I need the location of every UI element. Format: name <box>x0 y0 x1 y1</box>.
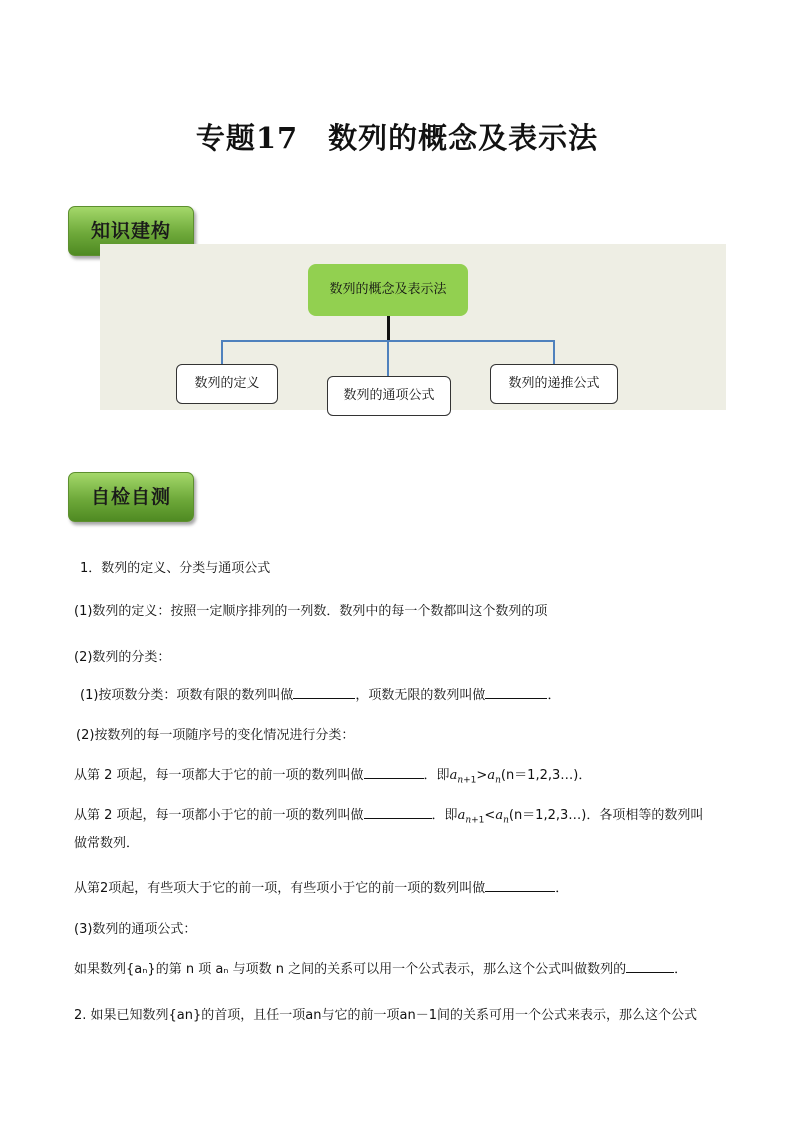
paragraph-recursive: 2. 如果已知数列{an}的首项，且任一项an与它的前一项an－1间的关系可用一个公式来表示，那么这个公式 <box>74 1008 697 1023</box>
blank-increasing[interactable] <box>364 766 424 779</box>
mindmap-connector <box>387 340 389 376</box>
paragraph-oscillating: 从第2项起，有些项大于它的前一项，有些项小于它的前一项的数列叫做 ． <box>74 881 569 896</box>
paragraph-general-formula: 如果数列{aₙ}的第 n 项 aₙ 与项数 n 之间的关系可以用一个公式表示，那么这个公式叫做数列的 ． <box>74 962 688 977</box>
mindmap-root-node: 数列的概念及表示法 <box>308 264 468 316</box>
paragraph-general-term: (3)数列的通项公式： <box>74 922 197 937</box>
paragraph-increasing: 从第 2 项起，每一项都大于它的前一项的数列叫做 ．即$a_{n+1}>a_n(n=1,2,3\dots)$． <box>74 768 592 786</box>
mindmap-connector <box>221 340 223 364</box>
paragraph-by-change: (2)按数列的每一项随序号的变化情况进行分类： <box>76 728 355 743</box>
mindmap-node-general-term: 数列的通项公式 <box>327 376 451 416</box>
blank-decreasing[interactable] <box>364 806 432 819</box>
heading-1: 1．数列的定义、分类与通项公式 <box>80 561 271 576</box>
paragraph-constant: 做常数列． <box>74 836 140 851</box>
mindmap-node-definition: 数列的定义 <box>176 364 278 404</box>
page-title: 专题17 数列的概念及表示法 <box>195 121 599 155</box>
blank-oscillating[interactable] <box>485 879 555 892</box>
mindmap-connector <box>387 316 390 340</box>
paragraph-by-count: (1)按项数分类：项数有限的数列叫做 ，项数无限的数列叫做 ． <box>80 688 561 703</box>
blank-finite[interactable] <box>293 686 355 699</box>
mindmap-node-recursive: 数列的递推公式 <box>490 364 618 404</box>
mindmap-connector <box>553 340 555 364</box>
paragraph-definition: (1)数列的定义：按照一定顺序排列的一列数．数列中的每一个数都叫这个数列的项 <box>74 604 548 619</box>
blank-infinite[interactable] <box>485 686 547 699</box>
paragraph-classification: (2)数列的分类： <box>74 650 171 665</box>
section-badge-selftest: 自检自测 <box>68 472 194 522</box>
paragraph-decreasing: 从第 2 项起，每一项都小于它的前一项的数列叫做 ．即$a_{n+1}<a_n(n=1,2,3\dots)$．各项相等的数列叫 <box>74 808 704 826</box>
blank-general-formula[interactable] <box>626 960 674 973</box>
section-badge-knowledge: 知识建构 <box>68 206 194 256</box>
